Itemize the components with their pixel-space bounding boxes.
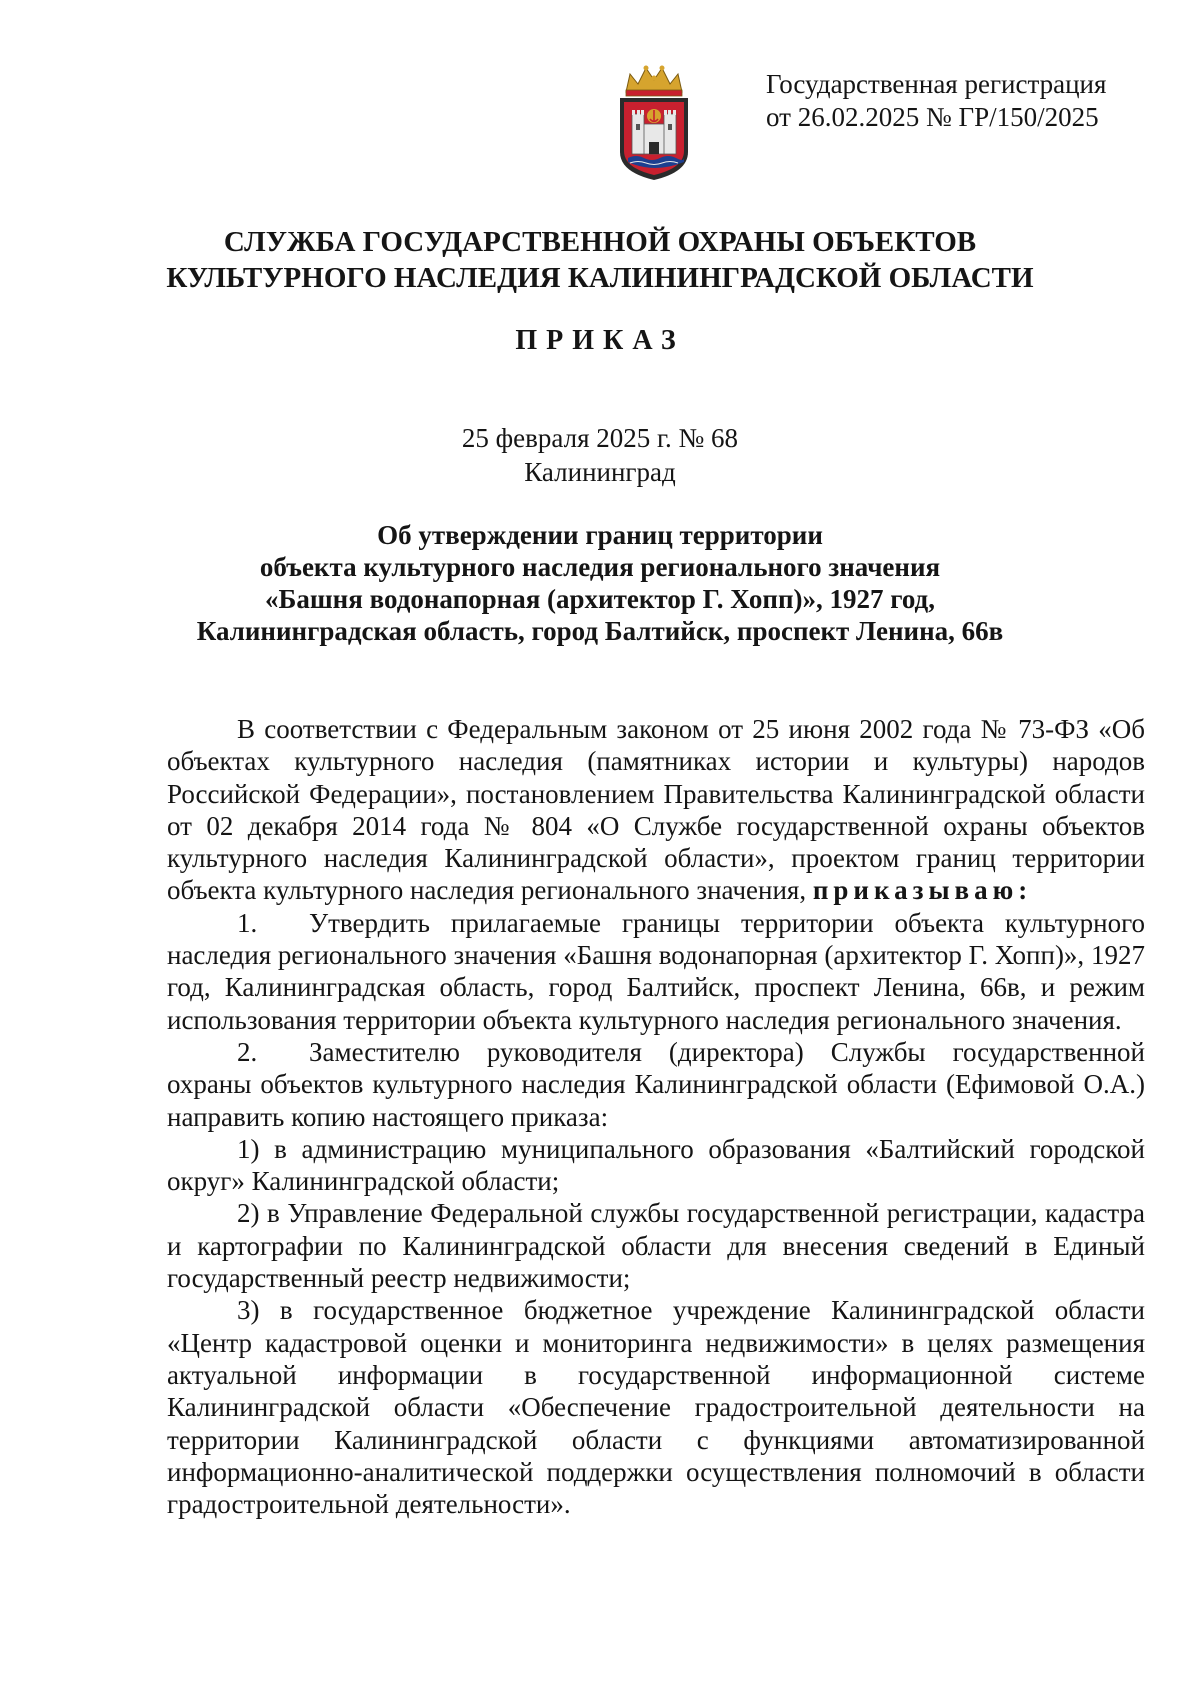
decree-word: приказываю: bbox=[812, 875, 1033, 906]
order-subject bbox=[100, 519, 1100, 647]
order-item-2 bbox=[167, 1036, 1145, 1133]
kaliningrad-coat-of-arms-icon bbox=[614, 62, 694, 182]
document-type-heading: ПРИКАЗ bbox=[515, 325, 685, 356]
subject-line-2: объекта культурного наследия регионального значения bbox=[259, 552, 941, 582]
order-subitem-3: 3) в государственное бюджетное учреждение Калининградской области «Центр кадастровой оценки и мониторинга недвижимости» в целях размещения актуальной информации в государственной информационной системе Калининградской области «Обеспечение градостроительной деятельности на территории Калининградской области с функциями автоматизированной информационно-аналитической поддержки осуществления полномочий в области градостроительной деятельности». bbox=[167, 1295, 1145, 1520]
preamble-paragraph bbox=[167, 713, 1145, 907]
state-registration-note bbox=[766, 68, 1166, 134]
registration-line-2: от 26.02.2025 № ГР/150/2025 bbox=[766, 102, 1099, 132]
item-number: 2. bbox=[237, 1036, 258, 1067]
order-body bbox=[167, 713, 1145, 1520]
registration-line-1: Государственная регистрация bbox=[766, 69, 1107, 99]
preamble-text: В соответствии с Федеральным законом от 25 июня 2002 года № 73-ФЗ «Об объектах культурного наследия (памятниках истории и культуры) народов Российской Федерации», постановлением Правительства Калининградской области от 02 декабря 2014 года № 804 «О Службе государственной охраны объектов культурного наследия Калининградской области», проектом границ территории объекта культурного наследия регионального значения, bbox=[167, 714, 1145, 906]
item-text: Утвердить прилагаемые границы территории объекта культурного наследия регионального значения «Башня водонапорная (архитектор Г. Хопп)», 1927 год, Калининградская область, город Балтийск, проспект Ленина, 66в, и режим использования территории объекта культурного наследия регионального значения. bbox=[167, 907, 1145, 1035]
subject-line-1: Об утверждении границ территории bbox=[377, 520, 823, 550]
agency-name-line-2: КУЛЬТУРНОГО НАСЛЕДИЯ КАЛИНИНГРАДСКОЙ ОБЛАСТИ bbox=[166, 262, 1034, 294]
agency-name-line-1: СЛУЖБА ГОСУДАРСТВЕННОЙ ОХРАНЫ ОБЪЕКТОВ bbox=[223, 226, 977, 258]
item-number: 1. bbox=[237, 907, 258, 938]
subject-line-4: Калининградская область, город Балтийск, проспект Ленина, 66в bbox=[196, 616, 1004, 646]
order-subitem-1: 1) в администрацию муниципального образования «Балтийский городской округ» Калининградской области; bbox=[167, 1133, 1145, 1197]
agency-name bbox=[100, 224, 1100, 296]
order-item-1 bbox=[167, 907, 1145, 1036]
order-date-number: 25 февраля 2025 г. № 68 bbox=[461, 423, 739, 453]
subject-line-3: «Башня водонапорная (архитектор Г. Хопп)», 1927 год, bbox=[265, 584, 935, 614]
item-text: Заместителю руководителя (директора) Службы государственной охраны объектов культурного наследия Калининградской области (Ефимовой О.А.) направить копию настоящего приказа: bbox=[167, 1036, 1145, 1132]
date-and-place bbox=[300, 421, 900, 489]
order-city: Калининград bbox=[524, 457, 676, 487]
order-subitem-2: 2) в Управление Федеральной службы государственной регистрации, кадастра и картографии по Калининградской области для внесения сведений в Единый государственный реестр недвижимости; bbox=[167, 1198, 1145, 1294]
